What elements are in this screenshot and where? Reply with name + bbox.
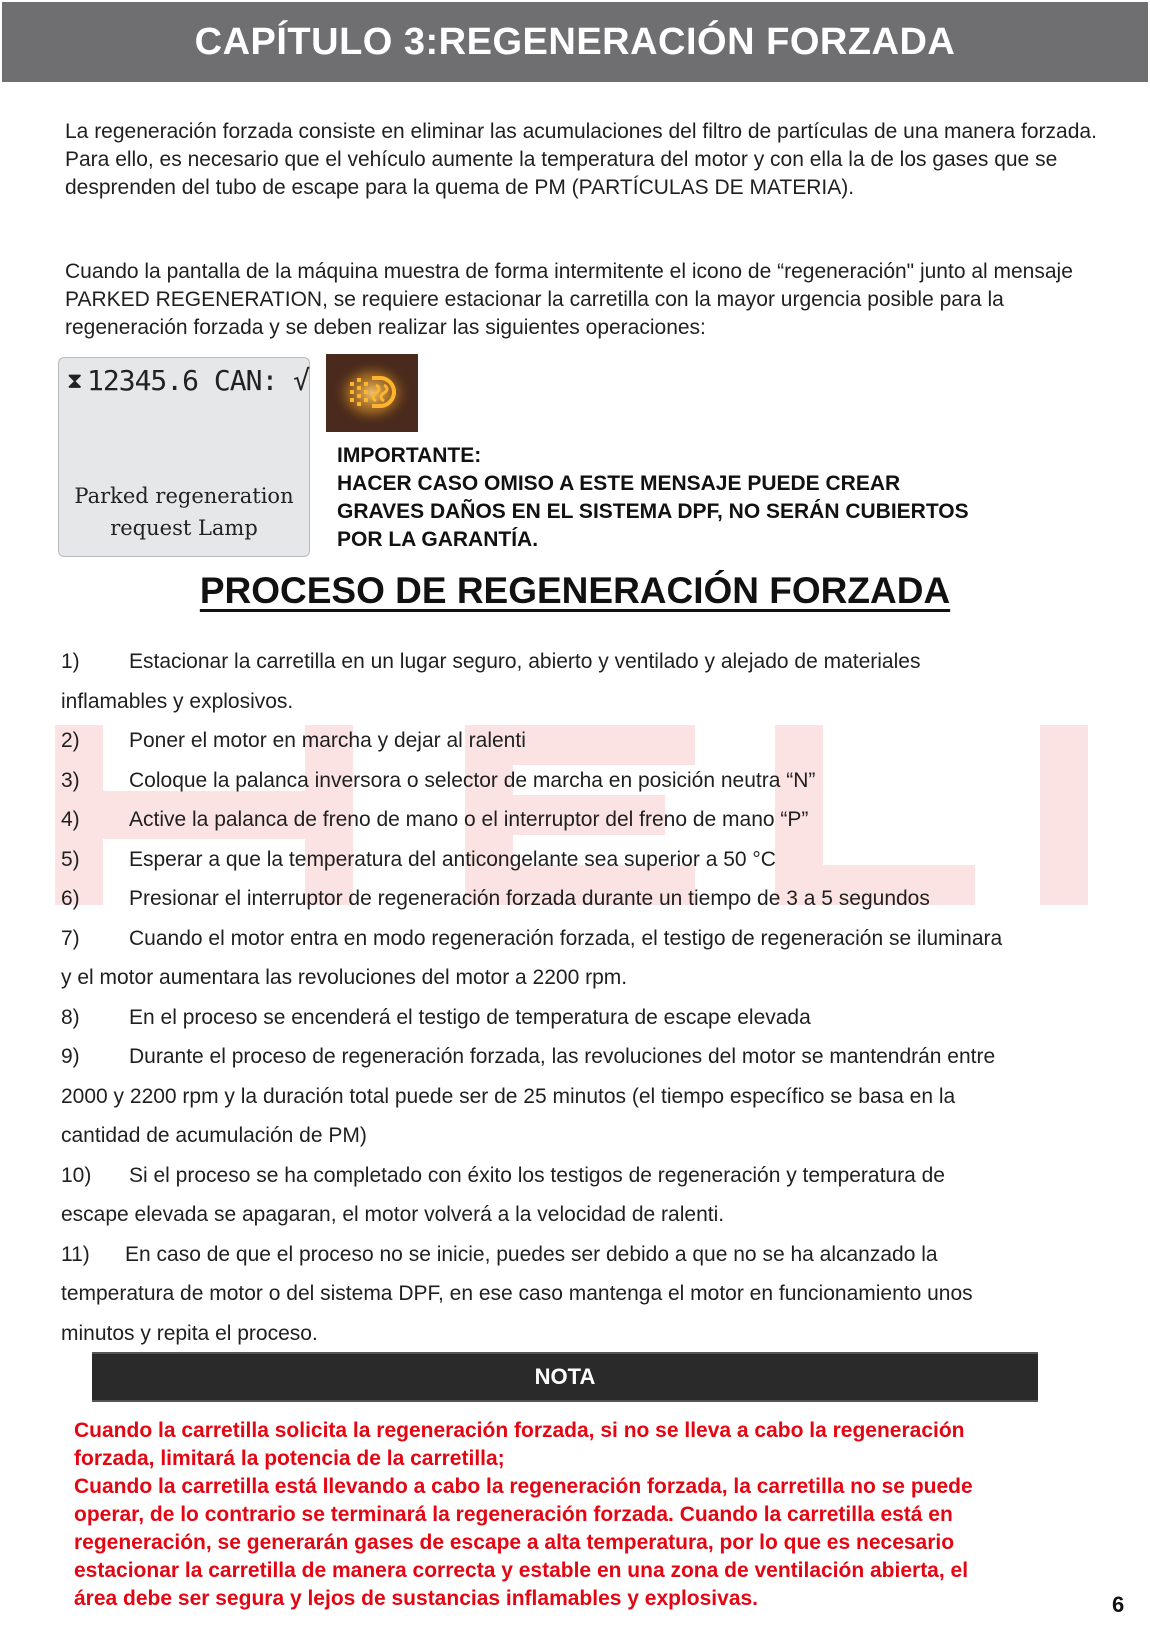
step-line (61, 879, 1121, 919)
warning-line: regeneración, se generarán gases de escape a alta temperatura, por lo que es necesario (74, 1531, 955, 1554)
step-text: Durante el proceso de regeneración forzada, las revoluciones del motor se mantendrán entre (129, 1045, 996, 1068)
important-label: IMPORTANTE: (337, 444, 482, 467)
intro-paragraph-1: La regeneración forzada consiste en eliminar las acumulaciones del filtro de partículas de una manera forzada. Para ello, es necesario que el vehículo aumente la temperatura del motor y con ella la de los gases que se desprenden del tubo de escape para la quema de PM (PARTÍCULAS DE MATERIA). (65, 120, 1097, 199)
chapter-title: CAPÍTULO 3:REGENERACIÓN FORZADA (194, 20, 956, 63)
step-line (61, 958, 1121, 998)
step-number: 4) (61, 808, 80, 831)
step-line (61, 1037, 1121, 1077)
step-text: Coloque la palanca inversora o selector de marcha en posición neutra “N” (129, 768, 816, 792)
step-line (61, 998, 1121, 1038)
important-line: HACER CASO OMISO A ESTE MENSAJE PUEDE CREAR (337, 472, 901, 495)
step-number: 7) (61, 926, 80, 950)
hour-meter: 12345.6 (87, 364, 199, 397)
step-text: minutos y repita el proceso. (61, 1321, 318, 1345)
hourglass-icon: ⧗ (67, 369, 82, 394)
display-message-line-1: Parked regeneration (74, 484, 294, 508)
step-line (61, 919, 1121, 959)
can-status: CAN: √ (213, 364, 310, 397)
step-text: y el motor aumentara las revoluciones del motor a 2200 rpm. (61, 966, 628, 989)
step-text: inflamables y explosivos. (61, 689, 294, 713)
step-number: 11) (61, 1242, 90, 1266)
step-text: Presionar el interruptor de regeneración forzada durante un tiempo de 3 a 5 segundos (129, 887, 930, 910)
display-top-line (67, 364, 309, 397)
process-title (0, 570, 1150, 612)
step-line (61, 1195, 1121, 1235)
step-number: 3) (61, 768, 80, 792)
step-line (61, 1116, 1121, 1156)
chapter-header (2, 2, 1148, 82)
important-line: POR LA GARANTÍA. (337, 528, 539, 551)
important-notice (337, 442, 1117, 554)
warning-line: Cuando la carretilla solicita la regeneración forzada, si no se lleva a cabo la regeneración (74, 1419, 965, 1442)
note-banner (92, 1352, 1038, 1402)
step-number: 5) (61, 847, 80, 871)
warning-text (74, 1417, 1114, 1613)
step-line (61, 840, 1121, 880)
page-number: 6 (1112, 1592, 1125, 1617)
display-message (59, 480, 309, 544)
step-number: 1) (61, 650, 80, 673)
dashboard-display (58, 357, 310, 557)
step-number: 2) (61, 729, 80, 752)
step-text: En caso de que el proceso no se inicie, puedes ser debido a que no se ha alcanzado la (125, 1242, 938, 1266)
step-line (61, 800, 1121, 840)
step-line (61, 1156, 1121, 1196)
step-text: 2000 y 2200 rpm y la duración total puede ser de 25 minutos (el tiempo específico se basa en la (61, 1084, 956, 1108)
step-text: Cuando el motor entra en modo regeneración forzada, el testigo de regeneración se iluminara (129, 926, 1003, 950)
note-label: NOTA (534, 1364, 596, 1389)
step-line (61, 642, 1121, 682)
step-line (61, 1314, 1121, 1354)
step-line (61, 761, 1121, 801)
warning-line: estacionar la carretilla de manera correcta y estable en una zona de ventilación abierta, el (74, 1559, 969, 1582)
warning-line: Cuando la carretilla está llevando a cabo la regeneración forzada, la carretilla no se puede (74, 1475, 973, 1498)
step-text: Estacionar la carretilla en un lugar seguro, abierto y ventilado y alejado de materiales (129, 650, 921, 673)
step-line (61, 682, 1121, 722)
step-text: escape elevada se apagaran, el motor volverá a la velocidad de ralenti. (61, 1203, 725, 1226)
regeneration-lamp-icon (326, 354, 418, 432)
step-line (61, 1235, 1121, 1275)
step-line (61, 721, 1121, 761)
step-number: 9) (61, 1045, 80, 1068)
step-line (61, 1077, 1121, 1117)
step-text: Poner el motor en marcha y dejar al ralenti (129, 729, 526, 752)
intro-paragraph-2: Cuando la pantalla de la máquina muestra de forma intermitente el icono de “regeneración" junto al mensaje PARKED REGENERATION, se requiere estacionar la carretilla con la mayor urgencia posible para la regeneración forzada y se deben realizar las siguientes operaciones: (65, 260, 1073, 339)
step-text: cantidad de acumulación de PM) (61, 1124, 367, 1147)
step-text: En el proceso se encenderá el testigo de temperatura de escape elevada (129, 1005, 811, 1029)
process-title-text: PROCESO DE REGENERACIÓN FORZADA (199, 570, 951, 611)
step-number: 10) (61, 1163, 92, 1187)
step-line (61, 1274, 1121, 1314)
step-text: Esperar a que la temperatura del anticongelante sea superior a 50 °C (129, 847, 776, 871)
step-text: Active la palanca de freno de mano o el interruptor del freno de mano “P” (129, 808, 809, 831)
display-message-line-2: request Lamp (110, 516, 258, 540)
warning-line: área debe ser segura y lejos de sustancias inflamables y explosivas. (74, 1587, 759, 1610)
process-steps (61, 642, 1121, 1353)
warning-line: operar, de lo contrario se terminará la regeneración forzada. Cuando la carretilla está en (74, 1503, 953, 1526)
step-number: 6) (61, 887, 80, 910)
step-text: temperatura de motor o del sistema DPF, en ese caso mantenga el motor en funcionamiento unos (61, 1282, 973, 1305)
warning-line: forzada, limitará la potencia de la carretilla; (74, 1447, 505, 1470)
important-line: GRAVES DAÑOS EN EL SISTEMA DPF, NO SERÁN CUBIERTOS (337, 500, 969, 523)
step-text: Si el proceso se ha completado con éxito los testigos de regeneración y temperatura de (129, 1163, 945, 1187)
step-number: 8) (61, 1005, 80, 1029)
